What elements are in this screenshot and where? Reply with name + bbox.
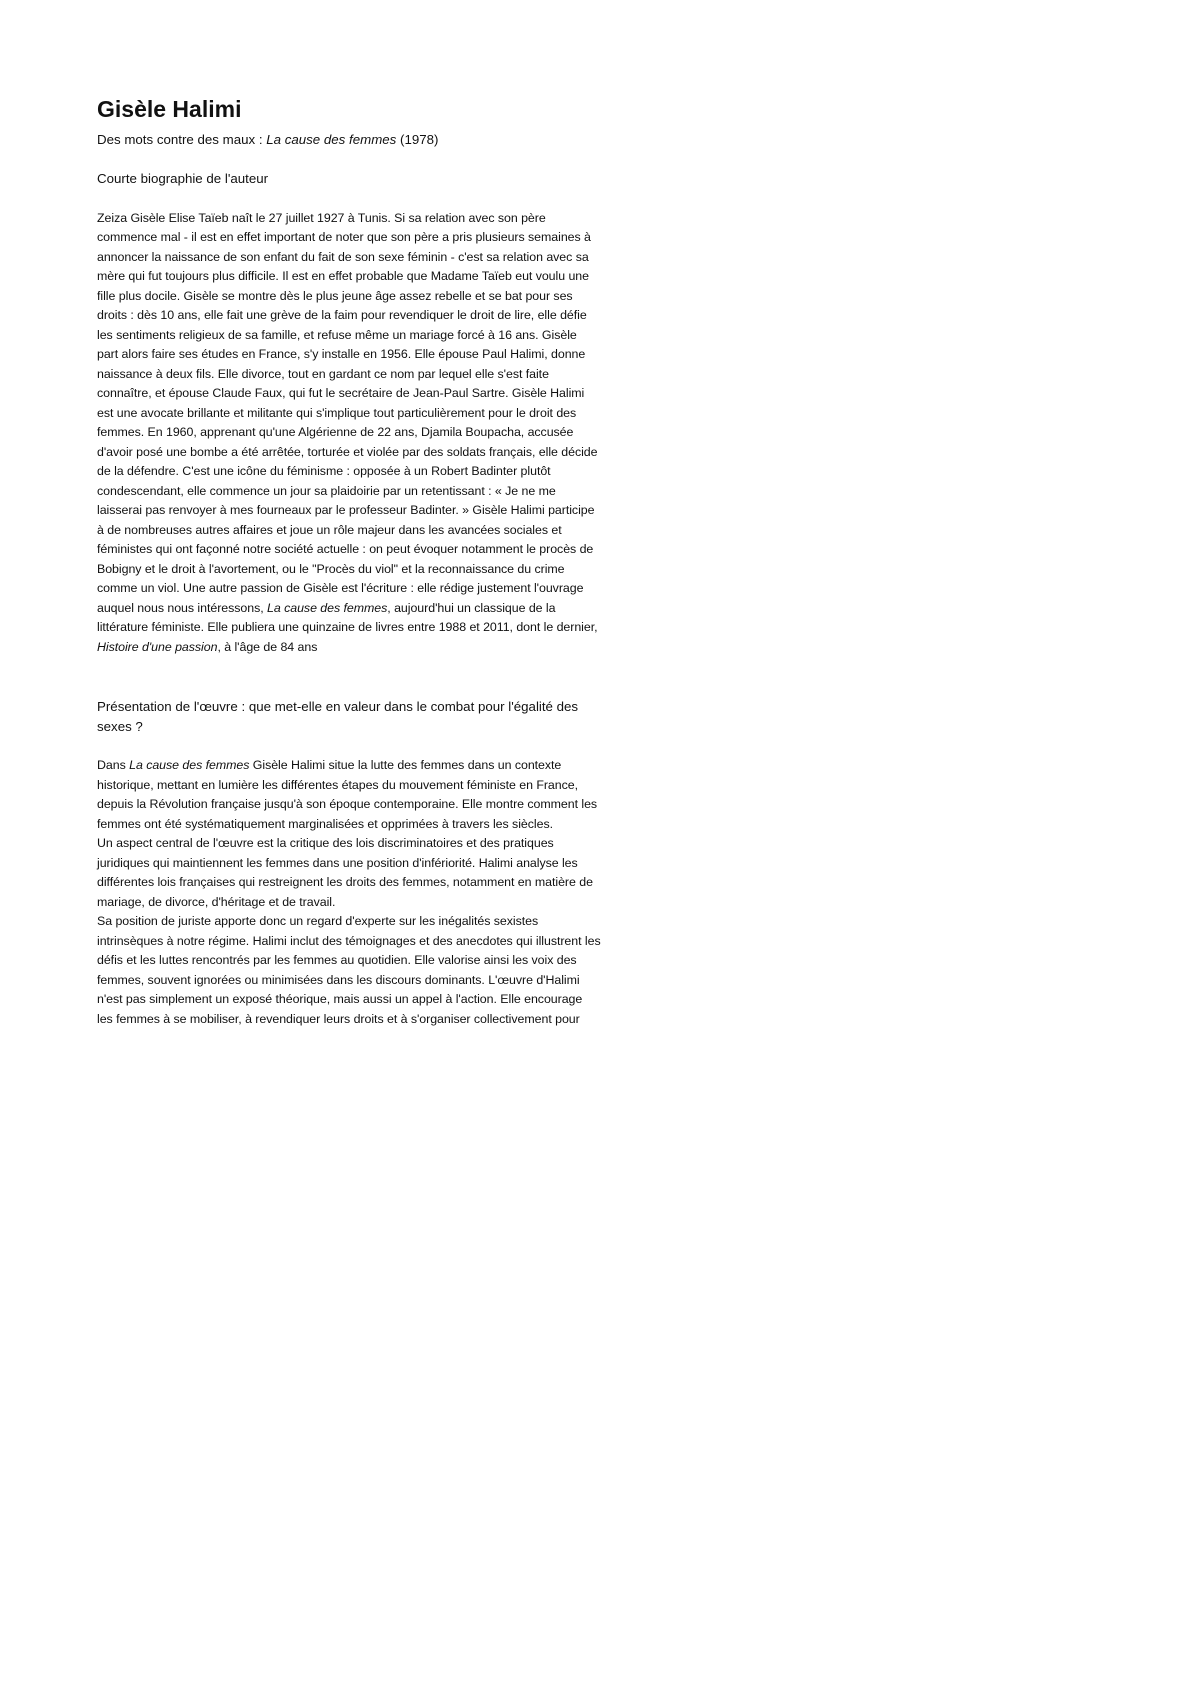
document-page: [97, 94, 709, 1029]
paragraph-line: intrinsèques à notre régime. Halimi inclut des témoignages et des anecdotes qui illustrent les: [97, 933, 601, 948]
line-text: , à l'âge de 84 ans: [217, 639, 318, 654]
document-subtitle: [97, 130, 709, 149]
paragraph-line: laisserai pas renvoyer à mes fourneaux par le professeur Badinter. » Gisèle Halimi participe: [97, 503, 595, 517]
paragraph-line: commence mal - il est en effet important de noter que son père a pris plusieurs semaines à: [97, 230, 591, 244]
paragraph-line: de la défendre. C'est une icône du féminisme : opposée à un Robert Badinter plutôt: [97, 464, 551, 478]
paragraph-line: différentes lois françaises qui restreignent les droits des femmes, notamment en matière de: [97, 875, 593, 889]
paragraph-line: juridiques qui maintiennent les femmes dans une position d'infériorité. Halimi analyse les: [97, 855, 578, 870]
presentation-paragraph: [97, 756, 709, 1029]
line-text: , aujourd'hui un classique de la: [387, 600, 556, 615]
paragraph-line: Sa position de juriste apporte donc un regard d'experte sur les inégalités sexistes: [97, 914, 539, 928]
document-title: Gisèle Halimi: [97, 96, 242, 122]
subtitle-year: (1978): [396, 132, 439, 147]
paragraph-line: mère qui fut toujours plus difficile. Il est en effet probable que Madame Taïeb eut voulu une: [97, 269, 589, 283]
paragraph-line: femmes ont été systématiquement marginalisées et opprimées à travers les siècles.: [97, 816, 553, 831]
subtitle-prefix: Des mots contre des maux :: [97, 132, 267, 147]
heading-line: sexes ?: [97, 718, 143, 734]
paragraph-line: droits : dès 10 ans, elle fait une grève de la faim pour revendiquer le droit de lire, elle défie: [97, 308, 587, 322]
paragraph-line: n'est pas simplement un exposé théorique, mais aussi un appel à l'action. Elle encourage: [97, 992, 583, 1006]
section-spacer: [97, 657, 709, 697]
book-title: Histoire d'une passion: [97, 639, 218, 654]
paragraph-line: Zeiza Gisèle Elise Taïeb naît le 27 juillet 1927 à Tunis. Si sa relation avec son père: [97, 210, 546, 225]
paragraph-line: [97, 638, 709, 658]
paragraph-line: femmes. En 1960, apprenant qu'une Algérienne de 22 ans, Djamila Boupacha, accusée: [97, 425, 574, 439]
paragraph-line: comme un viol. Une autre passion de Gisèle est l'écriture : elle rédige justement l'ouvrage: [97, 581, 584, 595]
book-title: La cause des femmes: [129, 758, 250, 772]
paragraph-line: mariage, de divorce, d'héritage et de travail.: [97, 894, 336, 909]
paragraph-line: est une avocate brillante et militante qui s'implique tout particulièrement pour le droit des: [97, 405, 577, 420]
heading-line: Présentation de l'œuvre : que met-elle en valeur dans le combat pour l'égalité des: [97, 699, 579, 714]
paragraph-line: part alors faire ses études en France, s'y installe en 1956. Elle épouse Paul Halimi, donne: [97, 347, 586, 361]
paragraph-line: femmes, souvent ignorées ou minimisées dans les discours dominants. L'œuvre d'Halimi: [97, 972, 580, 987]
paragraph-line: Bobigny et le droit à l'avortement, ou le "Procès du viol" et la reconnaissance du crime: [97, 561, 565, 576]
paragraph-line: fille plus docile. Gisèle se montre dès le plus jeune âge assez rebelle et se bat pour ses: [97, 288, 573, 303]
bio-paragraph: [97, 209, 709, 658]
paragraph-line: les sentiments religieux de sa famille, et refuse même un mariage forcé à 16 ans. Gisèle: [97, 327, 577, 342]
paragraph-line: Un aspect central de l'œuvre est la critique des lois discriminatoires et des pratiques: [97, 836, 554, 850]
paragraph-line: historique, mettant en lumière les différentes étapes du mouvement féministe en France,: [97, 777, 578, 792]
paragraph-line: [97, 756, 709, 776]
subtitle-work-title: La cause des femmes: [266, 132, 397, 147]
paragraph-line: annoncer la naissance de son enfant du fait de son sexe féminin - c'est sa relation avec sa: [97, 249, 589, 264]
paragraph-line: féministes qui ont façonné notre société actuelle : on peut évoquer notamment le procès de: [97, 542, 594, 556]
line-text: auquel nous nous intéressons,: [97, 600, 268, 615]
line-text: Dans: [97, 758, 130, 772]
paragraph-line: connaître, et épouse Claude Faux, qui fut le secrétaire de Jean-Paul Sartre. Gisèle Halimi: [97, 386, 585, 400]
paragraph-line: les femmes à se mobiliser, à revendiquer leurs droits et à s'organiser collectivement pour: [97, 1011, 580, 1026]
paragraph-line: condescendant, elle commence un jour sa plaidoirie par un retentissant : « Je ne me: [97, 483, 556, 498]
presentation-heading: [97, 697, 709, 736]
paragraph-line: depuis la Révolution française jusqu'à son époque contemporaine. Elle montre comment les: [97, 797, 598, 811]
paragraph-line: [97, 599, 709, 619]
paragraph-line: à de nombreuses autres affaires et joue un rôle majeur dans les avancées sociales et: [97, 522, 562, 537]
paragraph-line: d'avoir posé une bombe a été arrêtée, torturée et violée par des soldats français, elle décide: [97, 444, 598, 459]
bio-heading: Courte biographie de l'auteur: [97, 171, 269, 186]
line-text: Gisèle Halimi situe la lutte des femmes dans un contexte: [249, 758, 562, 772]
paragraph-line: défis et les luttes rencontrés par les femmes au quotidien. Elle valorise ainsi les voix des: [97, 953, 577, 967]
book-title: La cause des femmes: [267, 600, 388, 615]
paragraph-line: littérature féministe. Elle publiera une quinzaine de livres entre 1988 et 2011, dont le dernier,: [97, 620, 598, 634]
paragraph-line: naissance à deux fils. Elle divorce, tout en gardant ce nom par lequel elle s'est faite: [97, 366, 549, 381]
